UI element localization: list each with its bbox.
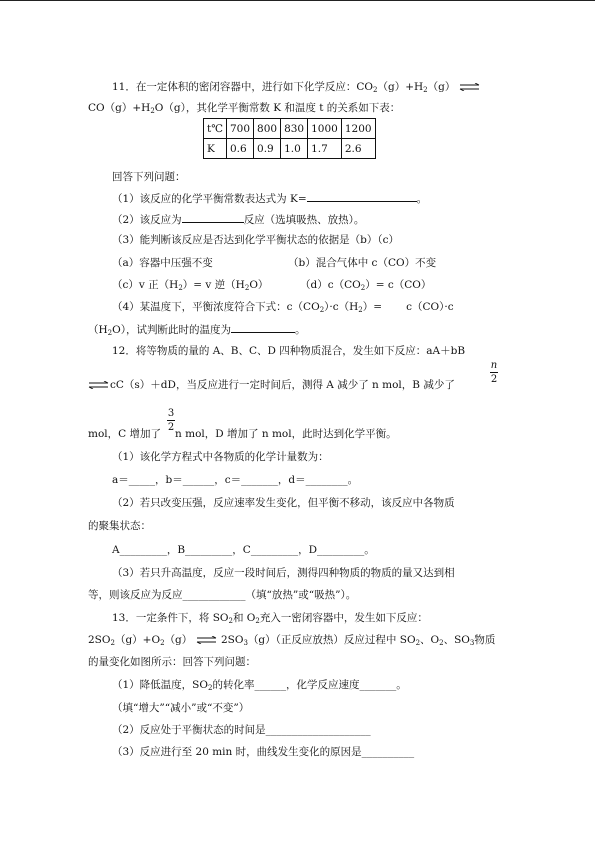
table-cell: 1.0 [281, 139, 308, 159]
q13-part3[interactable]: （3）反应进行至 20 min 时，曲线发生变化的原因是__________ [112, 746, 415, 758]
q11-option-c: （c）v 正$(H_2)= v$ 逆$(H_2O)$ [112, 279, 269, 292]
q11-part2: （2）该反应为 反应（选填吸热、放热）。 [112, 214, 365, 226]
table-cell: 1200 [341, 119, 375, 139]
q12-line2: cC（s）＋dD，当反应进行一定时间后，测得 A 减少了 n mol，B 减少了 [88, 378, 455, 392]
table-cell: 1000 [308, 119, 342, 139]
q11-option-a: （a）容器中压强不变 [112, 257, 213, 269]
table-cell: t℃ [204, 119, 227, 139]
answer-blank[interactable] [231, 322, 295, 333]
q11-part4-cont: $(H_2O)$，试判断此时的温度为 。 [88, 324, 306, 337]
q12-part3: （3）若只升高温度，反应一段时间后，测得四种物质的物质的量又达到相 [112, 567, 455, 579]
reversible-arrow-icon [459, 83, 481, 91]
table-cell: 0.6 [226, 139, 253, 159]
q11-line1: 11．在一定体积的密闭容器中，进行如下化学反应：$CO_2(g)+H_2(g)$ [112, 80, 481, 94]
reversible-arrow-icon [88, 381, 110, 389]
q11-prompt: 回答下列问题： [112, 171, 186, 183]
q11-option-b: （b）混合气体中 c（CO）不变 [288, 257, 437, 269]
fraction-n-over-2: n 2 [490, 360, 498, 385]
q13-line2: $2SO_2(g)+O_2(g)$ $2SO_3(g)$（正反应放热）反应过程中 $SO_2$、$O_2$、$SO_3$物质 [88, 634, 496, 647]
q11-option-d: $(d)c(CO_2)= c(CO)$ [300, 279, 432, 292]
answer-blank[interactable] [182, 212, 244, 223]
table-row [204, 119, 376, 139]
q13-part2[interactable]: （2）反应处于平衡状态的时间是____________________ [112, 724, 371, 736]
table-cell: 800 [254, 119, 281, 139]
q12-coefficients[interactable]: a＝_____，b＝______，c＝_______，d＝________。 [112, 474, 359, 486]
table-cell: K [204, 139, 227, 159]
answer-blank[interactable] [307, 191, 417, 202]
q12-part2: （2）若只改变压强，反应速率发生变化，但平衡不移动，该反应中各物质 [112, 497, 455, 509]
table-cell: 830 [281, 119, 308, 139]
table-cell: 0.9 [254, 139, 281, 159]
q12-states[interactable]: A_________，B_________，C_________，D_________。 [112, 544, 375, 556]
table-cell: 700 [226, 119, 253, 139]
fraction-3-over-2: 3 2 [167, 408, 175, 433]
q13-line3: 的量变化如图所示：回答下列问题： [88, 656, 256, 668]
q12-part1: （1）该化学方程式中各物质的化学计量数为： [112, 451, 329, 463]
q11-line2: $CO(g)+H_2O(g)$，其化学平衡常数 K 和温度 t 的关系如下表： [88, 102, 401, 115]
q12-line1: 12．将等物质的量的 A、B、C、D 四种物质混合，发生如下反应：aA＋bB [112, 345, 466, 357]
table-cell: 2.6 [341, 139, 375, 159]
q13-part1: （1）降低温度，$SO_2$的转化率______，化学反应速度_______。 [112, 679, 407, 692]
q11-part3: （3）能判断该反应是否达到化学平衡状态的依据是（b）（c） [112, 234, 400, 246]
q12-line3: mol，C 增加了 n mol，D 增加了 n mol，此时达到化学平衡。 [88, 428, 397, 440]
reversible-arrow-icon [196, 636, 218, 644]
q11-part1: （1）该反应的化学平衡常数表达式为 K= 。 [112, 193, 428, 205]
header-rule [0, 0, 595, 1]
q12-part2-cont: 的聚集状态： [88, 520, 151, 532]
q13-line1: 13．一定条件下，将 $SO_2$和 $O_2$充入一密闭容器中，发生如下反应： [112, 612, 428, 625]
k-temperature-table [203, 118, 376, 159]
q12-part3-cont: 等，则该反应为反应____________（填“放热”或“吸热”）。 [88, 589, 357, 601]
table-cell: 1.7 [308, 139, 342, 159]
q11-part4: （4）某温度下，平衡浓度符合下式：$c(CO_2)\cdot c(H_2)= c(CO)\cdot c$ [112, 301, 454, 314]
table-row [204, 139, 376, 159]
q13-part1-hint: （填“增大”“减小”或“不变”） [112, 702, 250, 714]
